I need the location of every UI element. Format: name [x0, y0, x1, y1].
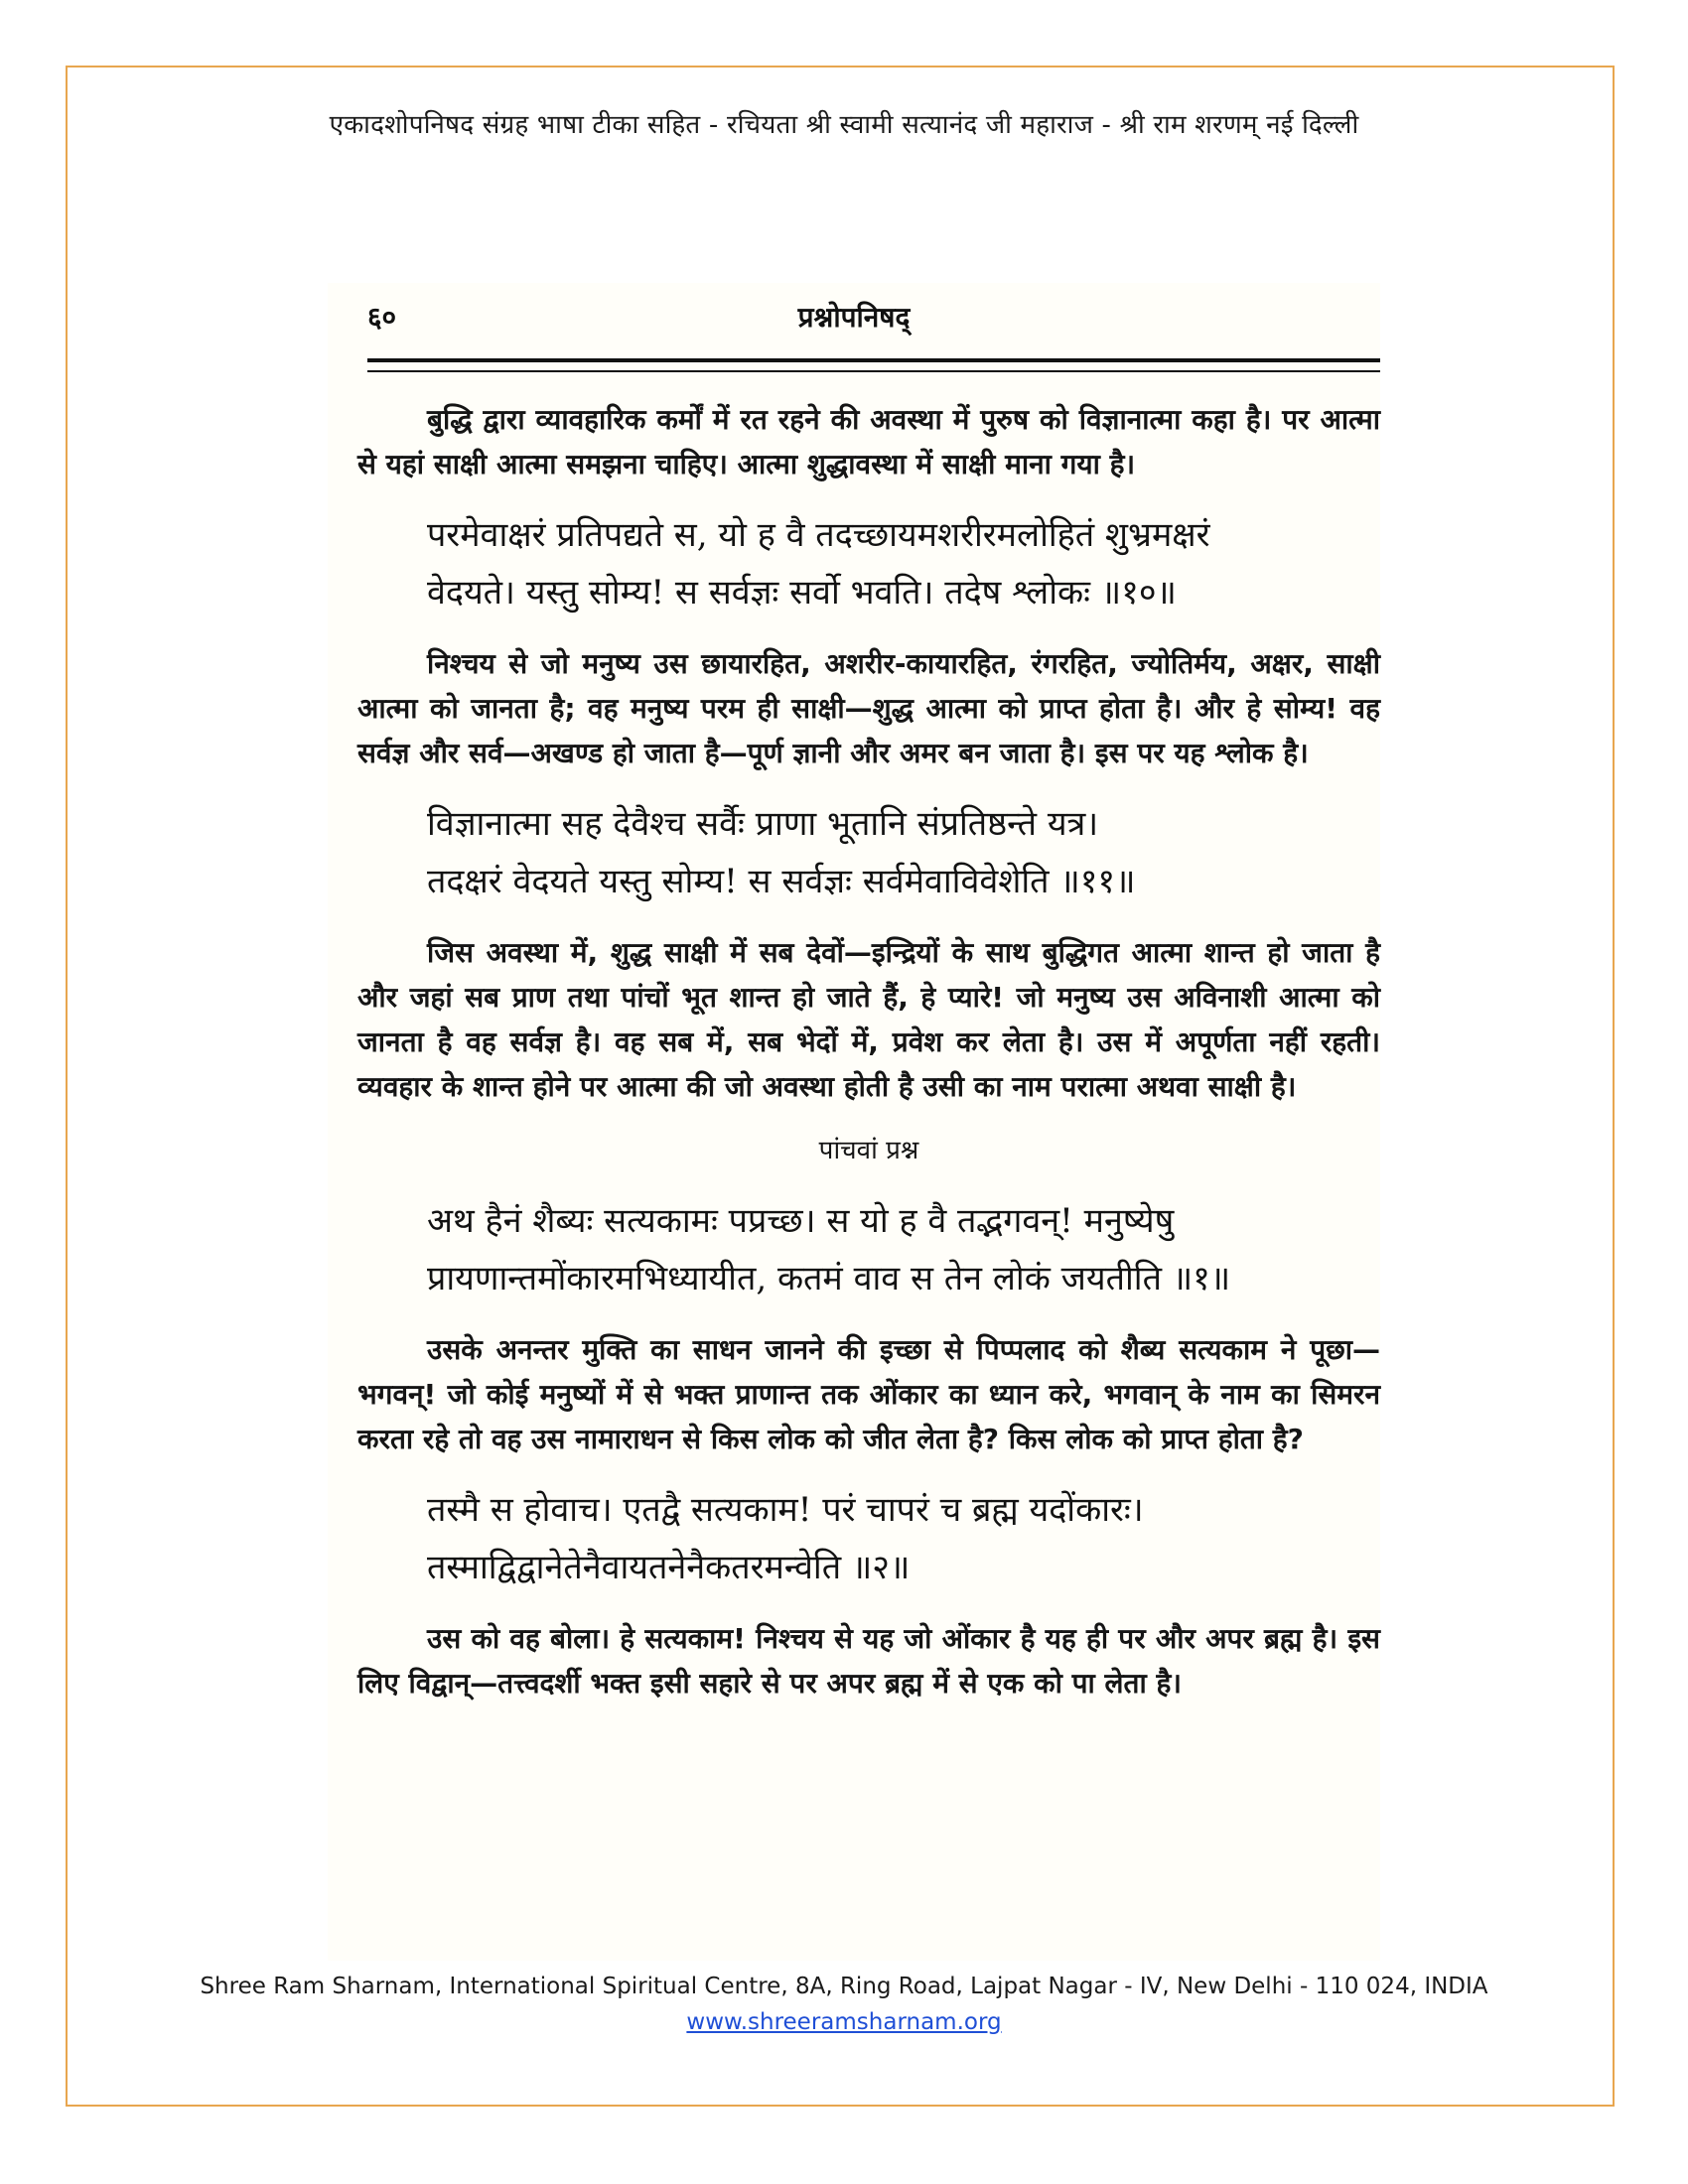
section-title: पांचवां प्रश्न [818, 1136, 919, 1165]
verse-1-line-1: अथ हैनं शैब्यः सत्यकामः पप्रच्छ। स यो ह वै तद्भगवन्! मनुष्येषु [427, 1201, 1175, 1241]
paragraph-4: उसके अनन्तर मुक्ति का साधन जानने की इच्छा से पिप्पलाद को शैब्य सत्यकाम ने पूछा—भगवन्! जो कोई मनुष्यों में से भक्त प्राणान्त तक ओंकार का ध्यान करे, भगवान् के नाम का सिमरन करता रहे तो वह उस नामाराधन से किस लोक को जीत लेता है? किस लोक को प्राप्त होता है? [357, 1333, 1380, 1455]
verse-11-line-2: तदक्षरं वेदयते यस्तु सोम्य! स सर्वज्ञः सर्वमेवाविवेशेति ॥११॥ [427, 862, 1136, 901]
verse-10-line-1: परमेवाक्षरं प्रतिपद्यते स, यो ह वै तदच्छायमशरीरमलोहितं शुभ्रमक्षरं [427, 515, 1210, 555]
website-link[interactable]: www.shreeramsharnam.org [686, 2009, 1002, 2035]
page-number: ६० [367, 301, 397, 334]
document-header: एकादशोपनिषद संग्रह भाषा टीका सहित - रचियता श्री स्वामी सत्यानंद जी महाराज - श्री राम शरणम् नई दिल्ली [329, 110, 1359, 140]
paragraph-2: निश्चय से जो मनुष्य उस छायारहित, अशरीर-कायारहित, रंगरहित, ज्योतिर्मय, अक्षर, साक्षी आत्मा को जानता है; वह मनुष्य परम ही साक्षी—शुद्ध आत्मा को प्राप्त होता है। और हे सोम्य! वह सर्वज्ञ और सर्व—अखण्ड हो जाता है—पूर्ण ज्ञानी और अमर बन जाता है। इस पर यह श्लोक है। [357, 647, 1380, 769]
scanned-page [328, 283, 1380, 1961]
verse-2-line-1: तस्मै स होवाच। एतद्वै सत्यकाम! परं चापरं च ब्रह्म यदोंकारः। [427, 1490, 1144, 1530]
page-content [357, 397, 1380, 1706]
footer-address: Shree Ram Sharnam, International Spiritual Centre, 8A, Ring Road, Lajpat Nagar - IV, New Delhi - 110 024, INDIA [200, 1974, 1488, 1999]
verse-1-line-2: प्रायणान्तमोंकारमभिध्यायीत, कतमं वाव स तेन लोकं जयतीति ॥१॥ [427, 1259, 1231, 1298]
paragraph-5: उस को वह बोला। हे सत्यकाम! निश्चय से यह जो ओंकार है यह ही पर और अपर ब्रह्म है। इस लिए विद्वान्—तत्त्वदर्शी भक्त इसी सहारे से पर अपर ब्रह्म में से एक को पा लेता है। [357, 1622, 1380, 1700]
heading-rule-thin [367, 370, 1380, 372]
paragraph-1: बुद्धि द्वारा व्यावहारिक कर्मों में रत रहने की अवस्था में पुरुष को विज्ञानात्मा कहा है। पर आत्मा से यहां साक्षी आत्मा समझना चाहिए। आत्मा शुद्धावस्था में साक्षी माना गया है। [357, 403, 1380, 480]
verse-10-line-2: वेदयते। यस्तु सोम्य! स सर्वज्ञः सर्वो भवति। तदेष श्लोकः ॥१०॥ [427, 573, 1177, 613]
verse-11-line-1: विज्ञानात्मा सह देवैश्च सर्वैः प्राणा भूतानि संप्रतिष्ठन्ते यत्र। [427, 804, 1099, 844]
page-title: प्रश्नोपनिषद् [797, 301, 911, 334]
page-heading [367, 298, 1340, 347]
verse-2-line-2: तस्माद्विद्वानेतेनैवायतनेनैकतरमन्वेति ॥२॥ [427, 1548, 911, 1587]
heading-rule-thick [367, 358, 1380, 362]
paragraph-3: जिस अवस्था में, शुद्ध साक्षी में सब देवों—इन्द्रियों के साथ बुद्धिगत आत्मा शान्त हो जाता है और जहां सब प्राण तथा पांचों भूत शान्त हो जाते हैं, हे प्यारे! जो मनुष्य उस अविनाशी आत्मा को जानता है वह सर्वज्ञ है। वह सब में, सब भेदों में, प्रवेश कर लेता है। उस में अपूर्णता नहीं रहती। व्यवहार के शान्त होने पर आत्मा की जो अवस्था होती है उसी का नाम परात्मा अथवा साक्षी है। [357, 936, 1380, 1103]
